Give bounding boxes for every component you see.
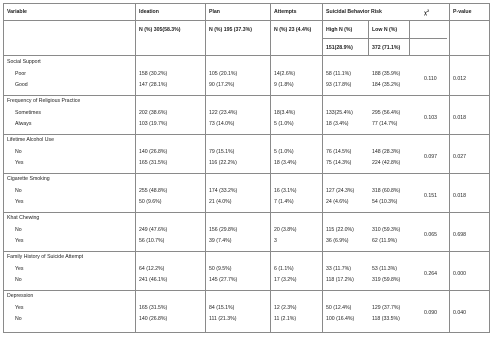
section-title: Social Support <box>7 59 41 65</box>
cell-low: 224 (42.8%) <box>372 160 401 166</box>
row-label: Yes <box>15 266 24 272</box>
cell-ideation: 147 (28.1%) <box>139 82 168 88</box>
header-high: High N (%) <box>326 27 353 33</box>
cell-high: 93 (17.8%) <box>326 82 352 88</box>
header-plan: Plan <box>209 9 220 15</box>
rule <box>4 20 489 21</box>
row-label: No <box>15 316 22 322</box>
header-attempts: Attempts <box>274 9 297 15</box>
cell-attempts: 14(2.6%) <box>274 71 296 77</box>
column-divider <box>135 4 136 332</box>
cell-plan: 156 (29.8%) <box>209 227 238 233</box>
cell-ideation: 158 (30.2%) <box>139 71 168 77</box>
column-divider <box>409 20 410 55</box>
cell-high: 75 (14.3%) <box>326 160 352 166</box>
section-divider <box>4 212 489 213</box>
cell-attempts: 18 (3.4%) <box>274 160 297 166</box>
cell-p: 0.040 <box>453 310 466 316</box>
cell-chi: 0.097 <box>424 154 437 160</box>
cell-ideation: 50 (9.6%) <box>139 199 162 205</box>
cell-plan: 122 (23.4%) <box>209 110 238 116</box>
cell-high: 127 (24.3%) <box>326 188 355 194</box>
cell-chi: 0.110 <box>424 76 437 82</box>
header-high-n: 151(28.9%) <box>326 45 353 51</box>
cell-low: 129 (37.7%) <box>372 305 401 311</box>
cell-low: 318 (60.8%) <box>372 188 401 194</box>
cell-attempts: 20 (3.8%) <box>274 227 297 233</box>
cell-chi: 0.151 <box>424 193 437 199</box>
header-plan-n: N (%) 195 (37.3%) <box>209 27 252 33</box>
cell-ideation: 249 (47.6%) <box>139 227 168 233</box>
cell-p: 0.012 <box>453 76 466 82</box>
header-pvalue: P-value <box>453 9 472 15</box>
column-divider <box>205 4 206 332</box>
cell-plan: 39 (7.4%) <box>209 238 232 244</box>
section-title: Family History of Suicide Attempt <box>7 254 84 260</box>
cell-low: 53 (11.3%) <box>372 266 397 272</box>
cell-plan: 21 (4.0%) <box>209 199 232 205</box>
cell-attempts: 9 (1.8%) <box>274 82 294 88</box>
cell-attempts: 3 <box>274 238 277 244</box>
section-divider <box>4 251 489 252</box>
header-low-n: 372 (71.1%) <box>372 45 401 51</box>
row-label: Always <box>15 121 32 127</box>
header-ideation-n: N (%) 305(58.3%) <box>139 27 181 33</box>
section-title: Khat Chewing <box>7 215 40 221</box>
cell-attempts: 5 (1.0%) <box>274 149 294 155</box>
cell-p: 0.018 <box>453 193 466 199</box>
cell-low: 188 (35.9%) <box>372 71 401 77</box>
column-divider <box>270 4 271 332</box>
row-label: No <box>15 149 22 155</box>
column-divider <box>322 4 323 332</box>
row-label: No <box>15 188 22 194</box>
row-label: No <box>15 277 22 283</box>
cell-ideation: 140 (26.8%) <box>139 149 168 155</box>
cell-plan: 84 (15.1%) <box>209 305 235 311</box>
section-title: Cigarette Smoking <box>7 176 50 182</box>
row-label: No <box>15 227 22 233</box>
section-divider <box>4 95 489 96</box>
cell-low: 118 (33.5%) <box>372 316 400 322</box>
cell-p: 0.698 <box>453 232 466 238</box>
header-ideation: Ideation <box>139 9 159 15</box>
cell-ideation: 103 (19.7%) <box>139 121 168 127</box>
cell-p: 0.027 <box>453 154 466 160</box>
cell-low: 184 (35.2%) <box>372 82 401 88</box>
cell-plan: 145 (27.7%) <box>209 277 238 283</box>
cell-high: 24 (4.6%) <box>326 199 349 205</box>
cell-high: 33 (11.7%) <box>326 266 351 272</box>
cell-plan: 90 (17.2%) <box>209 82 235 88</box>
cell-plan: 111 (21.3%) <box>209 316 237 322</box>
cell-chi: 0.065 <box>424 232 437 238</box>
row-label: Yes <box>15 305 24 311</box>
header-attempts-n: N (%) 23 (4.4%) <box>274 27 312 33</box>
section-divider <box>4 290 489 291</box>
cell-chi: 0.103 <box>424 115 437 121</box>
row-label: Yes <box>15 238 24 244</box>
header-low: Low N (%) <box>372 27 398 33</box>
cell-low: 295 (56.4%) <box>372 110 401 116</box>
section-divider <box>4 173 489 174</box>
cell-ideation: 140 (26.8%) <box>139 316 168 322</box>
cell-attempts: 11 (2.1%) <box>274 316 297 322</box>
cell-p: 0.000 <box>453 271 466 277</box>
cell-ideation: 255 (48.8%) <box>139 188 168 194</box>
cell-high: 50 (12.4%) <box>326 305 352 311</box>
cell-plan: 174 (33.2%) <box>209 188 238 194</box>
cell-attempts: 17 (3.2%) <box>274 277 297 283</box>
row-label: Poor <box>15 71 26 77</box>
data-table <box>3 3 490 333</box>
section-title: Frequency of Religious Practice <box>7 98 81 104</box>
cell-high: 18 (3.4%) <box>326 121 349 127</box>
header-risk: Suicidal Behavior Risk <box>326 9 382 15</box>
cell-ideation: 165 (31.5%) <box>139 305 168 311</box>
cell-ideation: 64 (12.2%) <box>139 266 165 272</box>
column-divider <box>368 20 369 55</box>
section-divider <box>4 134 489 135</box>
cell-low: 62 (11.9%) <box>372 238 397 244</box>
cell-attempts: 12 (2.3%) <box>274 305 297 311</box>
header-chi-square: $\chi^2$ <box>424 8 430 17</box>
cell-low: 54 (10.3%) <box>372 199 398 205</box>
cell-high: 100 (16.4%) <box>326 316 355 322</box>
cell-plan: 50 (9.5%) <box>209 266 232 272</box>
cell-plan: 79 (15.1%) <box>209 149 235 155</box>
cell-low: 148 (28.3%) <box>372 149 401 155</box>
cell-attempts: 6 (1.1%) <box>274 266 294 272</box>
cell-ideation: 241 (46.1%) <box>139 277 168 283</box>
cell-attempts: 5 (1.0%) <box>274 121 294 127</box>
cell-ideation: 165 (31.5%) <box>139 160 168 166</box>
rule <box>4 55 489 56</box>
cell-p: 0.018 <box>453 115 466 121</box>
column-divider <box>449 4 450 332</box>
cell-low: 310 (59.3%) <box>372 227 401 233</box>
cell-ideation: 56 (10.7%) <box>139 238 165 244</box>
cell-ideation: 202 (38.6%) <box>139 110 168 116</box>
header-variable: Variable <box>7 9 27 15</box>
cell-plan: 116 (22.2%) <box>209 160 237 166</box>
rule <box>322 38 447 39</box>
row-label: Sometimes <box>15 110 41 116</box>
row-label: Good <box>15 82 28 88</box>
cell-plan: 105 (20.1%) <box>209 71 238 77</box>
row-label: Yes <box>15 160 24 166</box>
cell-high: 58 (11.1%) <box>326 71 351 77</box>
cell-chi: 0.264 <box>424 271 437 277</box>
row-label: Yes <box>15 199 24 205</box>
cell-high: 118 (17.2%) <box>326 277 354 283</box>
section-title: Lifetime Alcohol Use <box>7 137 54 143</box>
cell-attempts: 16 (3.1%) <box>274 188 297 194</box>
cell-low: 77 (14.7%) <box>372 121 398 127</box>
cell-high: 133(25.4%) <box>326 110 353 116</box>
cell-high: 115 (22.0%) <box>326 227 354 233</box>
cell-plan: 73 (14.0%) <box>209 121 235 127</box>
cell-high: 36 (6.9%) <box>326 238 349 244</box>
cell-attempts: 7 (1.4%) <box>274 199 294 205</box>
cell-low: 319 (59.8%) <box>372 277 401 283</box>
cell-high: 76 (14.5%) <box>326 149 352 155</box>
section-title: Depression <box>7 293 34 299</box>
cell-chi: 0.090 <box>424 310 437 316</box>
cell-attempts: 18(3.4%) <box>274 110 296 116</box>
